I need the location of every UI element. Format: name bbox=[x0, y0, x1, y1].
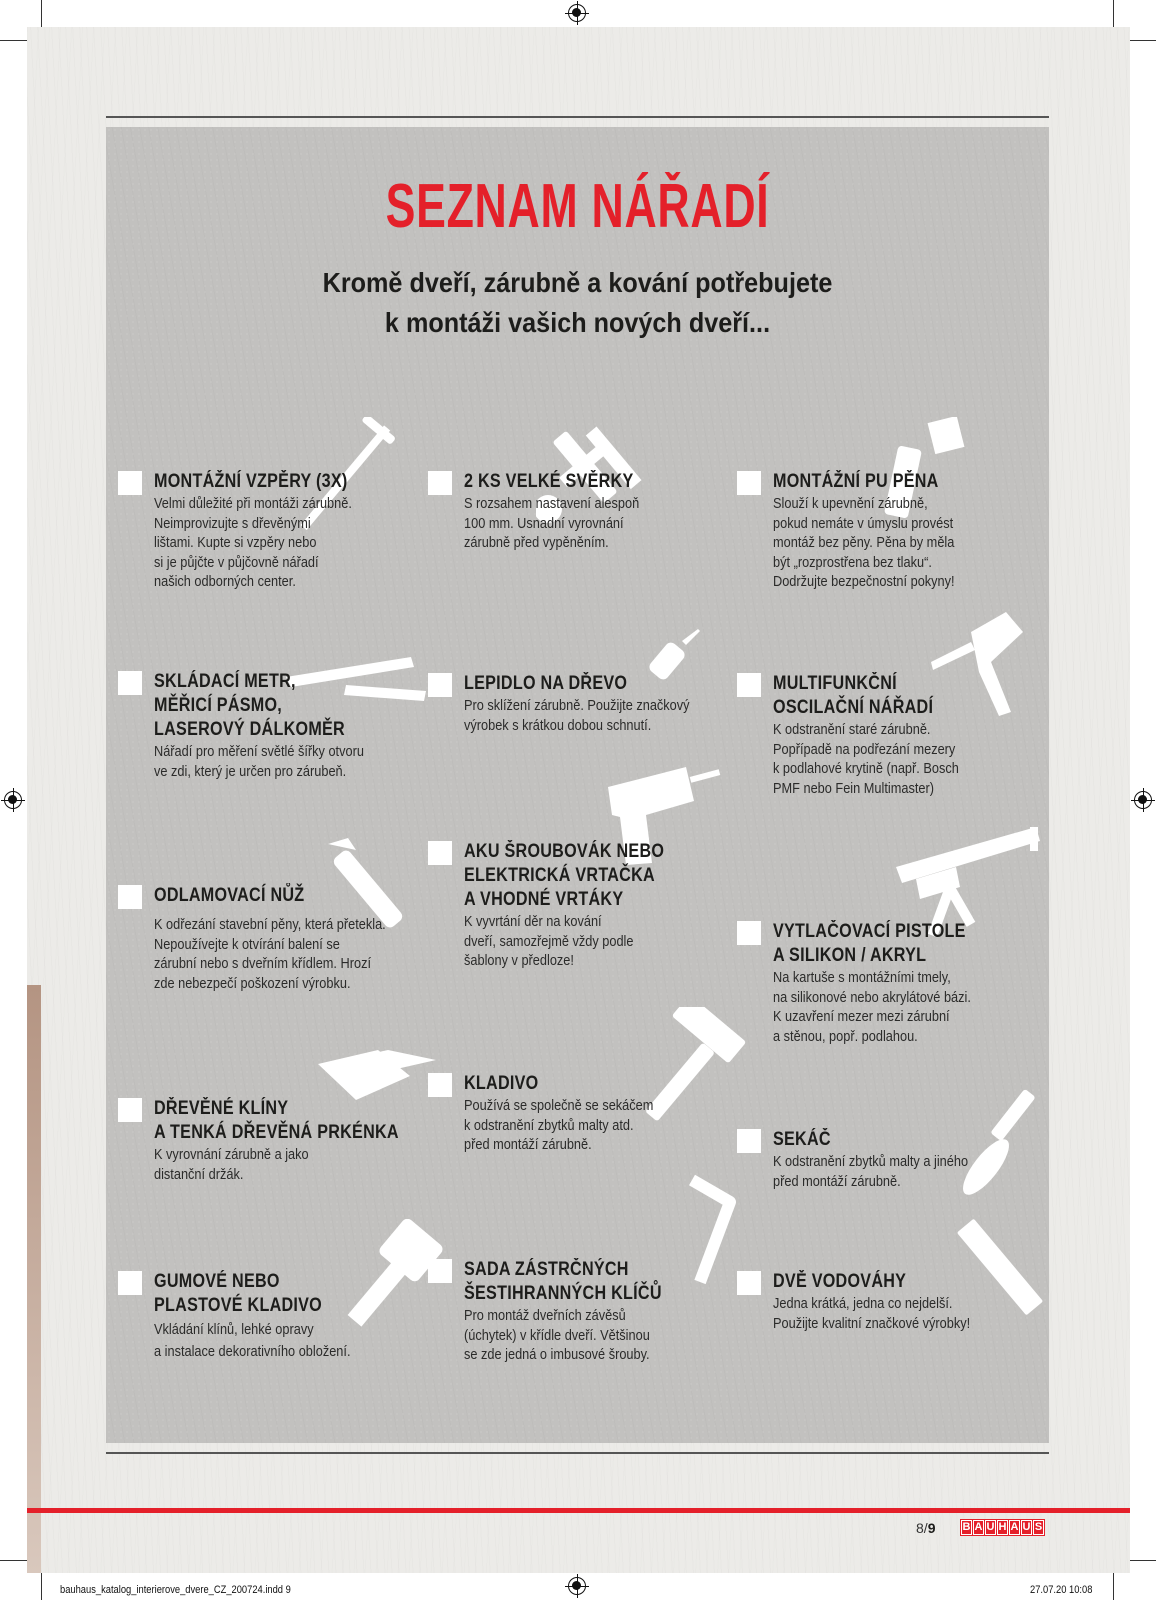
checklist-item bbox=[773, 470, 1073, 593]
checklist-item bbox=[464, 470, 764, 554]
bottom-rule bbox=[106, 1452, 1049, 1454]
item-title: 2 KS VELKÉ SVĚRKY bbox=[464, 471, 634, 492]
item-title: SEKÁČ bbox=[773, 1129, 831, 1150]
crop-mark bbox=[1113, 1573, 1114, 1600]
item-title: MONTÁŽNÍ VZPĚRY (3X) bbox=[154, 471, 348, 492]
item-desc: Slouží k upevnění zárubně, pokud nemáte v úmyslu provést montáž bez pěny. Pěna by měla být „rozprostřena bez tlaku“. Dodržujte bezpečnostní pokyny! bbox=[773, 496, 955, 590]
checklist-item bbox=[154, 1097, 454, 1185]
item-desc: Nářadí pro měření světlé šířky otvoru ve zdi, který je určen pro zárubeň. bbox=[154, 744, 364, 780]
item-desc: Vkládání klínů, lehké opravy a instalace dekorativního obložení. bbox=[154, 1322, 351, 1360]
crop-mark bbox=[1113, 0, 1114, 27]
wood-edge-strip bbox=[27, 985, 41, 1573]
registration-mark-icon bbox=[1134, 791, 1152, 809]
item-title: SADA ZÁSTRČNÝCH ŠESTIHRANNÝCH KLÍČŮ bbox=[464, 1259, 662, 1304]
registration-mark-icon bbox=[568, 4, 586, 22]
item-desc: K odstranění staré zárubně. Popřípadě na podřezání mezery k podlahové krytině (např. Bosch PMF nebo Fein Multimaster) bbox=[773, 722, 959, 797]
tool-checklist-panel bbox=[106, 127, 1049, 1443]
item-title: SKLÁDACÍ METR, MĚŘICÍ PÁSMO, LASEROVÝ DÁLKOMĚR bbox=[154, 671, 345, 740]
checklist-item bbox=[154, 470, 454, 593]
item-desc: Velmi důležité při montáži zárubně. Neimprovizujte s dřevěnými lištami. Kupte si vzpěry nebo si je půjčte v půjčovně nářadí našich odborných center. bbox=[154, 496, 352, 590]
item-desc: Pro sklížení zárubně. Použijte značkový výrobek s krátkou dobou schnutí. bbox=[464, 698, 690, 734]
registration-mark-icon bbox=[4, 791, 22, 809]
item-title: KLADIVO bbox=[464, 1073, 539, 1094]
registration-mark-icon bbox=[568, 1577, 586, 1595]
item-desc: K vyvrtání děr na kování dveří, samozřejmě vždy podle šablony v předloze! bbox=[464, 914, 634, 969]
item-title: GUMOVÉ NEBO PLASTOVÉ KLADIVO bbox=[154, 1271, 322, 1316]
crop-mark bbox=[41, 1573, 42, 1600]
item-desc: K odstranění zbytků malty a jiného před montáží zárubně. bbox=[773, 1154, 969, 1190]
print-slug-file: bauhaus_katalog_interierove_dvere_CZ_200724.indd 9 bbox=[60, 1584, 291, 1596]
checkbox[interactable] bbox=[737, 921, 761, 945]
item-desc: Pro montáž dveřních závěsů (úchytek) v křídle dveří. Většinou se zde jedná o imbusové šrouby. bbox=[464, 1308, 650, 1363]
page-number: 8/9 bbox=[916, 1520, 936, 1536]
item-desc: Jedna krátká, jedna co nejdelší. Použijte kvalitní značkové výrobky! bbox=[773, 1296, 971, 1332]
checkbox[interactable] bbox=[428, 841, 452, 865]
item-desc: K odřezání stavební pěny, která přetekla. Nepoužívejte k otvírání balení se zárubní nebo s dveřním křídlem. Hrozí zde nebezpečí poškození výrobku. bbox=[154, 917, 386, 992]
page-title: SEZNAM NÁŘADÍ bbox=[385, 172, 770, 241]
footer-red-bar bbox=[27, 1508, 1130, 1513]
checkbox[interactable] bbox=[737, 1129, 761, 1153]
item-desc: K vyrovnání zárubně a jako distanční držák. bbox=[154, 1147, 309, 1183]
item-desc: Používá se společně se sekáčem k odstranění zbytků malty atd. před montáží zárubně. bbox=[464, 1098, 654, 1153]
item-title: ODLAMOVACÍ NŮŽ bbox=[154, 885, 305, 906]
item-title: DVĚ VODOVÁHY bbox=[773, 1271, 907, 1292]
item-title: VYTLAČOVACÍ PISTOLE A SILIKON / AKRYL bbox=[773, 921, 966, 966]
checkbox[interactable] bbox=[118, 471, 142, 495]
item-title: MONTÁŽNÍ PU PĚNA bbox=[773, 471, 939, 492]
checkbox[interactable] bbox=[428, 673, 452, 697]
checkbox[interactable] bbox=[428, 471, 452, 495]
crop-mark bbox=[41, 0, 42, 27]
top-rule bbox=[106, 116, 1049, 118]
bauhaus-logo: B A U H A U S bbox=[960, 1519, 1045, 1536]
item-title: DŘEVĚNÉ KLÍNY A TENKÁ DŘEVĚNÁ PRKÉNKA bbox=[154, 1098, 399, 1143]
item-desc: Na kartuše s montážními tmely, na silikonové nebo akrylátové bázi. K uzavření mezer mezi zárubní a stěnou, popř. podlahou. bbox=[773, 970, 971, 1045]
checkbox[interactable] bbox=[118, 671, 142, 695]
print-slug-date: 27.07.20 10:08 bbox=[1030, 1584, 1093, 1596]
checkbox[interactable] bbox=[737, 673, 761, 697]
checkbox[interactable] bbox=[737, 471, 761, 495]
subtitle-line: k montáži vašich nových dveří... bbox=[384, 307, 771, 338]
item-title: MULTIFUNKČNÍ OSCILAČNÍ NÁŘADÍ bbox=[773, 673, 934, 718]
checkbox[interactable] bbox=[118, 1271, 142, 1295]
checklist-item bbox=[464, 672, 764, 736]
checkbox[interactable] bbox=[118, 1098, 142, 1122]
item-title: LEPIDLO NA DŘEVO bbox=[464, 673, 628, 694]
item-desc: S rozsahem nastavení alespoň 100 mm. Usnadní vyrovnání zárubně před vypěněním. bbox=[464, 496, 640, 551]
item-title: AKU ŠROUBOVÁK NEBO ELEKTRICKÁ VRTAČKA A VHODNÉ VRTÁKY bbox=[464, 841, 665, 910]
checkbox[interactable] bbox=[118, 885, 142, 909]
page-subtitle bbox=[153, 263, 1002, 343]
subtitle-line: Kromě dveří, zárubně a kování potřebujete bbox=[322, 267, 833, 298]
